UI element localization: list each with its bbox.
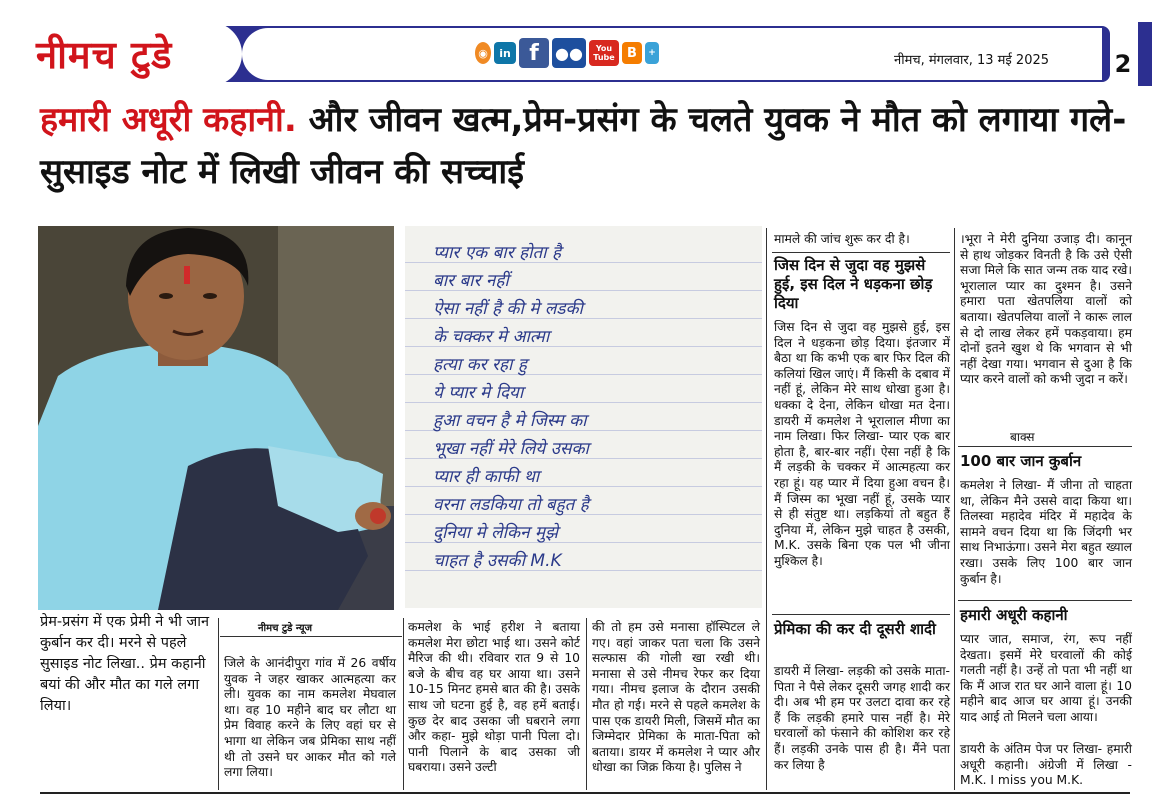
blogger-icon[interactable]: B: [622, 42, 642, 64]
headline-main-part: और जीवन खत्म,प्रेम-प्रसंग के चलते युवक ने मौत को लगाया गले- सुसाइड नोट में लिखी जीवन की सच्चाई: [40, 100, 1127, 192]
note-line: वरना लडकिया तो बहुत है: [433, 495, 589, 515]
credit-underline: [220, 636, 402, 637]
social-icons: [475, 36, 659, 70]
page-edge-bar: [1138, 22, 1152, 86]
facebook-icon[interactable]: f: [519, 38, 549, 68]
article-summary: प्रेम-प्रसंग में एक प्रेमी ने भी जान कुर्बान कर दी। मरने से पहले सुसाइड नोट लिखा.. प्रेम कहानी बयां की और मौत का गले लगा लिया।: [40, 614, 210, 714]
article-column-5-body-0: ।भूरा ने मेरी दुनिया उजाड़ दी। कानून से हाथ जोड़कर विनती है कि उसे ऐसी सजा मिले कि सात जन्म तक याद रखे। भूरालाल प्यार का दुश्मन है। उसने हमारा पता खेतपलिया वालों को बताया। खेतपलिया वालों ने कारू लाल से दो लाख लेकर हमें पकड़वाया। हम दोनों इतने खुश थे कि भगवान से भी नहीं देखा गया। भगवान से दुआ है कि प्यार करने वालों को कभी जुदा न करें।: [960, 232, 1132, 387]
headline: [40, 94, 1130, 198]
note-line: दुनिया मे लेकिन मुझे: [433, 523, 558, 543]
myspace-icon[interactable]: ●●: [552, 38, 586, 68]
article-column-5-body-2: प्यार जात, समाज, रंग, रूप नहीं देखता। इसमें मेरे घरवालों की कोई गलती नहीं है। उन्हें तो पता भी नहीं था कि मैं आज रात घर आने वाला हूं। 10 महीने बाद आज घर आया हूं। उनकी याद आई तो मिलने चला आया।: [960, 632, 1132, 724]
section-divider: [958, 446, 1132, 447]
subheading-second-marriage: प्रेमिका की कर दी दूसरी शादी: [774, 620, 936, 638]
column-divider: [403, 618, 404, 790]
photo-credit: नीमच टुडे न्यूज: [258, 623, 312, 634]
page-number: 2: [1114, 50, 1132, 78]
note-line: बार बार नहीं: [433, 271, 509, 291]
column-divider: [218, 618, 219, 790]
section-divider: [772, 614, 950, 615]
subheading-judaa: जिस दिन से जुदा वह मुझसे हुई, इस दिल ने धड़कना छोड़ दिया: [774, 256, 933, 312]
article-column-4-top: मामले की जांच शुरू कर दी है।: [774, 232, 910, 246]
note-line: ये प्यार मे दिया: [433, 383, 524, 403]
column-divider: [586, 618, 587, 790]
note-line: प्यार ही काफी था: [433, 467, 540, 487]
section-divider: [772, 252, 950, 253]
note-line: हुआ वचन है मे जिस्म का: [433, 411, 587, 431]
masthead: [20, 22, 1146, 86]
section-divider: [958, 600, 1132, 601]
article-column-5-body-3: डायरी के अंतिम पेज पर लिखा- हमारी अधूरी कहानी। अंग्रेजी में लिखा - M.K. I miss you M.K.: [960, 742, 1132, 788]
subheading-adhuri-kahani: हमारी अधूरी कहानी: [960, 606, 1068, 624]
article-column-3: की तो हम उसे मनासा हॉस्पिटल ले गए। वहां जाकर पता चला कि उसने सल्फास की गोली खा रखी थी। मनासा से उसे नीमच रेफर कर दिया गया। नीमच इलाज के दौरान उसकी मौत हो गई। मरने से पहले कमलेश के पास एक डायरी मिली, जिसमें मौत का जिम्मेदार प्रेमिका के माता-पिता को बताया। डायर में कमलेश ने प्यार और धोखा का जिक्र किया है। पुलिस ने: [592, 620, 760, 775]
column-divider: [766, 228, 767, 790]
person-photo: [38, 226, 394, 610]
note-line: प्यार एक बार होता है: [433, 243, 562, 263]
subheading-100-times: 100 बार जान कुर्बान: [960, 452, 1082, 470]
youtube-icon[interactable]: You Tube: [589, 40, 619, 66]
misc-social-icon[interactable]: +: [645, 42, 659, 64]
article-column-4-body-1: जिस दिन से जुदा वह मुझसे हुई, इस दिल ने धड़कना छोड़ दिया। इंतजार में बैठा था कि कभी एक बार फिर दिल की कलियां खिल जाएं। मैं किसी के दबाव में नहीं हूं, लेकिन मेरे साथ धोखा हुआ है। धक्का दे देना, लेकिन धोखा मत देना। डायरी में कमलेश ने भूरालाल मीणा का नाम लिखा। फिर लिखा- प्यार एक बार होता है, बार-बार नहीं। ऐसा नहीं है कि मैं लड़की के चक्कर में आत्महत्या कर रहा हूं। यह प्यार में दिया हुआ वचन है। मैं जिस्म का भूखा नहीं हूं, उसके प्यार से ही संतुष्ट था। लड़कियां तो बहुत हैं दुनिया में, लेकिन मुझे चाहत है उसकी, M.K. उसके बिना एक पल भी जीना मुश्किल है।: [774, 320, 950, 568]
column-divider: [954, 228, 955, 790]
rss-icon[interactable]: ◉: [475, 42, 491, 64]
article-column-2: कमलेश के भाई हरीश ने बताया कमलेश मेरा छोटा भाई था। उसने कोर्ट मैरिज की थी। रविवार रात 9 से 10 बजे के बीच वह घर आया था। उसने 10-15 मिनट हमसे बात की है। उसके साथ जो घटना हुई है, वह हमें बताई। कुछ देर बाद उसका जी घबराने लगा और कहा- मुझे थोड़ा पानी पिला दो। पानी पिलाने के बाद उसका जी घबराया। उसने उल्टी: [408, 620, 580, 775]
article-column-1: जिले के आनंदीपुरा गांव में 26 वर्षीय युवक ने जहर खाकर आत्महत्या कर ली। युवक का नाम कमलेश मेघवाल था। वह 10 महीने बाद घर लौटा था प्रेम विवाह करने के लिए वहां घर से भागा था लेकिन जब प्रेमिका साथ नहीं थी तो उसने घर आकर मौत को गले लगा लिया।: [224, 656, 396, 780]
brand-panel: [20, 22, 242, 86]
note-line: भूखा नहीं मेरे लिये उसका: [433, 439, 589, 459]
handwritten-note-image: [405, 226, 762, 608]
note-line: चाहत है उसकी M.K: [433, 551, 562, 571]
dateline: नीमच, मंगलवार, 13 मई 2025: [894, 53, 1050, 68]
box-label: बाक्स: [1010, 430, 1035, 444]
page-bottom-rule: [40, 792, 1130, 794]
headline-red-part: हमारी अधूरी कहानी.: [40, 100, 297, 140]
linkedin-icon[interactable]: in: [494, 42, 516, 64]
brand-logo: नीमच टुडे: [36, 33, 173, 77]
note-line: के चक्कर मे आत्मा: [433, 327, 550, 347]
person-photo-illustration: [38, 226, 394, 610]
article-column-5-body-1: कमलेश ने लिखा- मैं जीना तो चाहता था, लेकिन मैने उससे वादा किया था। तिलस्वा महादेव मंदिर में महादेव के सामने वचन दिया था कि जिंदगी भर साथ निभाऊंगा। उसने मेरा बहुत ख्याल रखा। उसके लिए 100 बार जान कुर्बान है।: [960, 478, 1132, 586]
note-line: ऐसा नहीं है की मे लडकी: [433, 299, 583, 319]
note-line: हत्या कर रहा हु: [433, 355, 527, 375]
article-column-4-body-2: डायरी में लिखा- लड़की को उसके माता-पिता ने पैसे लेकर दूसरी जगह शादी कर दी। अब भी हम पर उलटा दावा कर रहे हैं कि लड़की हमारे पास नहीं है। मेरे घरवालों को फंसाने की कोशिश कर रहे हैं। लड़की उनके पास ही है। मैंने पता कर लिया है: [774, 664, 950, 772]
